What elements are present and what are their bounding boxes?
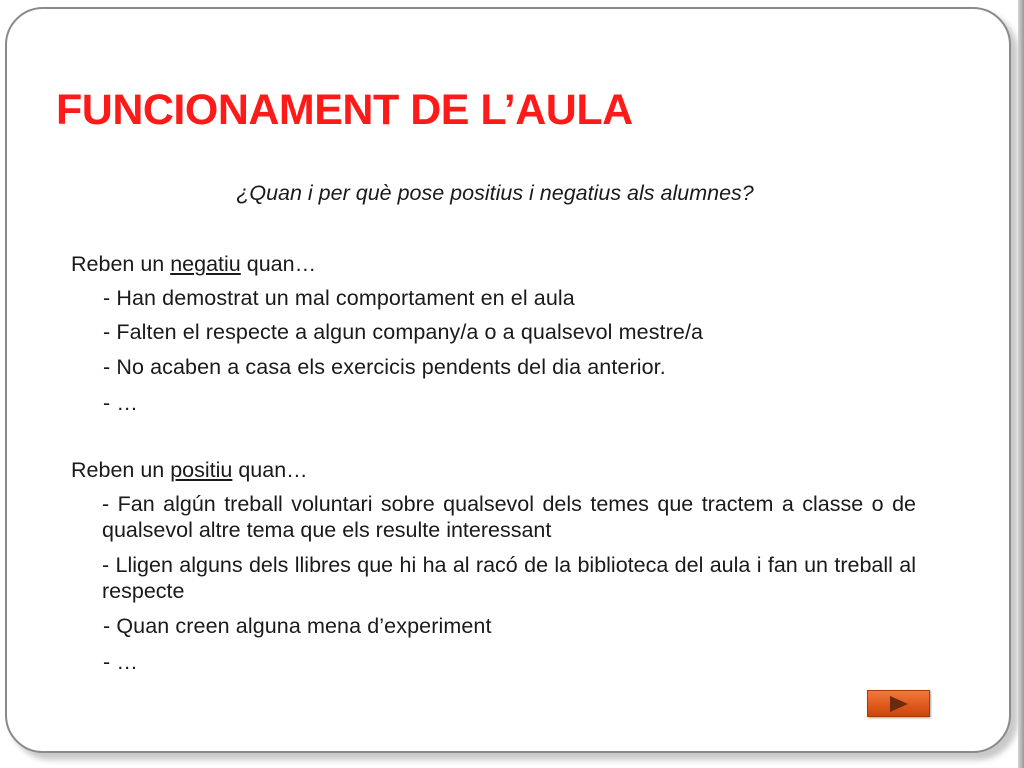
negative-item: - … [103,391,138,415]
positive-item: - Lligen alguns dels llibres que hi ha al racó de la biblioteca del aula i fan un treball al respecte [102,553,916,603]
positive-keyword: positiu [170,458,233,482]
slide-question: ¿Quan i per què pose positius i negatius als alumnes? [236,181,754,205]
window-right-edge [1018,0,1024,768]
negative-intro-suffix: quan… [240,252,317,276]
positive-intro-prefix: Reben un [71,458,171,482]
positive-section-intro [71,458,308,483]
negative-item: - Falten el respecte a algun company/a o a qualsevol mestre/a [103,320,704,344]
next-slide-button[interactable] [867,690,930,717]
negative-keyword: negatiu [170,252,241,276]
positive-item: - Fan algún treball voluntari sobre qualsevol dels temes que tractem a classe o de qualsevol altre tema que els resulte interessant [102,492,916,542]
slide-title: FUNCIONAMENT DE L’AULA [56,86,633,134]
play-icon [890,696,908,712]
negative-section-intro [71,252,316,277]
positive-item: - … [103,650,138,674]
positive-intro-suffix: quan… [232,458,308,482]
negative-item: - No acaben a casa els exercicis pendents del dia anterior. [103,355,666,379]
negative-intro-prefix: Reben un [71,252,171,276]
positive-item: - Quan creen alguna mena d’experiment [103,614,492,638]
negative-item: - Han demostrat un mal comportament en el aula [103,286,575,310]
